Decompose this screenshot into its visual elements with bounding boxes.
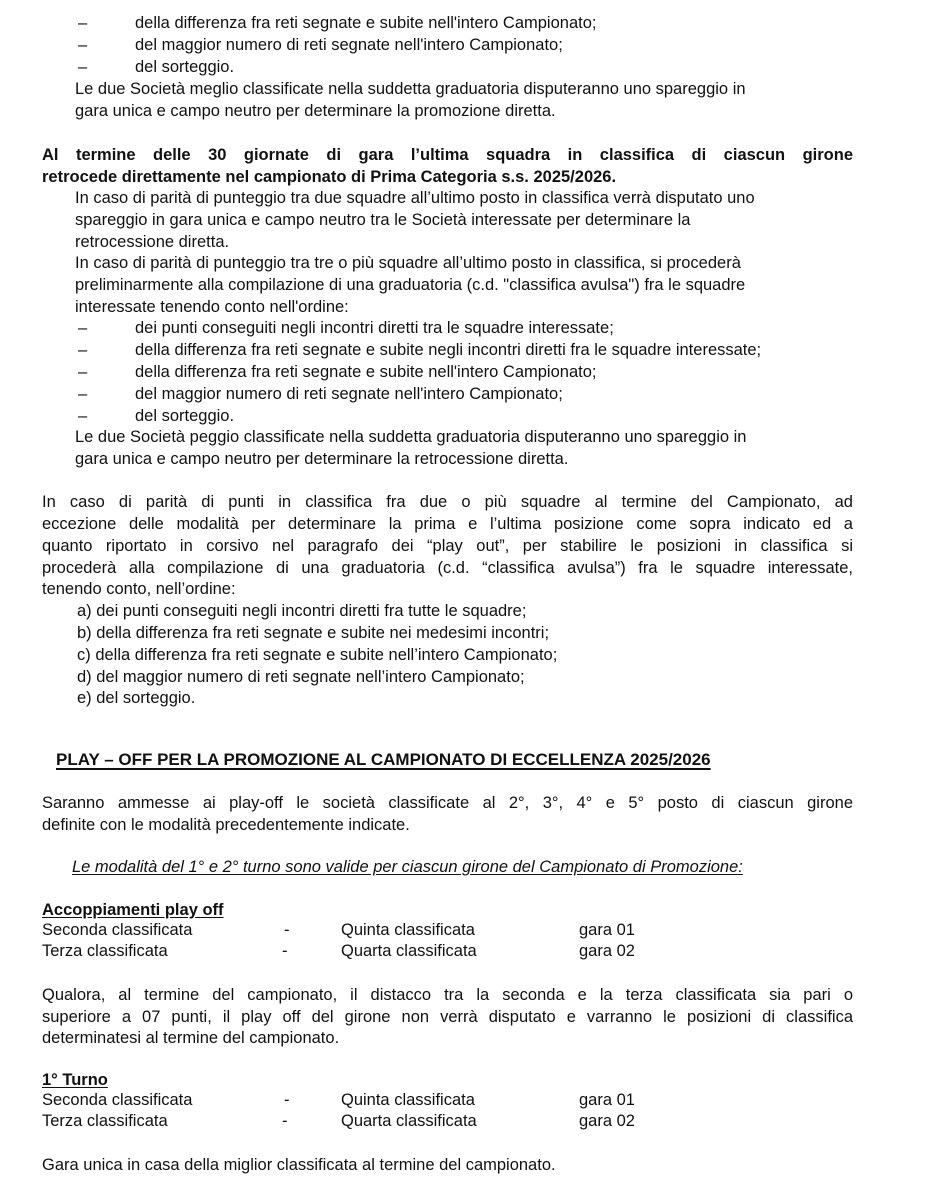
list-bullet: – bbox=[78, 363, 88, 381]
list-item: del maggior numero di reti segnate nell'intero Campionato; bbox=[135, 385, 563, 403]
paragraph-line: spareggio in gara unica e campo neutro tra le Società interessate per determinare la bbox=[75, 211, 691, 229]
paragraph-line: gara unica e campo neutro per determinare la promozione diretta. bbox=[75, 102, 556, 120]
list-bullet: – bbox=[78, 407, 88, 425]
list-bullet: – bbox=[78, 341, 88, 359]
section-heading: PLAY – OFF PER LA PROMOZIONE AL CAMPIONATO DI ECCELLENZA 2025/2026 bbox=[56, 750, 711, 769]
match-id: gara 01 bbox=[579, 921, 635, 939]
list-item: del maggior numero di reti segnate nell'intero Campionato; bbox=[135, 36, 563, 54]
match-id: gara 02 bbox=[579, 942, 635, 960]
criteria-item: d) del maggior numero di reti segnate nell’intero Campionato; bbox=[77, 668, 525, 686]
match-id: gara 02 bbox=[579, 1112, 635, 1130]
separator: - bbox=[282, 1112, 288, 1130]
list-item: della differenza fra reti segnate e subite nell'intero Campionato; bbox=[135, 14, 597, 32]
separator: - bbox=[284, 1091, 290, 1109]
list-bullet: – bbox=[78, 319, 88, 337]
paragraph-line: interessate tenendo conto nell'ordine: bbox=[75, 298, 349, 316]
home-team: Terza classificata bbox=[42, 1112, 168, 1130]
list-bullet: – bbox=[78, 385, 88, 403]
paragraph-line: superiore a 07 punti, il play off del girone non verrà disputato e varranno le posizioni di classifica bbox=[42, 1008, 853, 1026]
bold-paragraph-line: retrocede direttamente nel campionato di Prima Categoria s.s. 2025/2026. bbox=[42, 168, 617, 186]
criteria-item: a) dei punti conseguiti negli incontri diretti fra tutte le squadre; bbox=[77, 602, 527, 620]
away-team: Quarta classificata bbox=[341, 942, 477, 960]
list-item: del sorteggio. bbox=[135, 58, 235, 76]
paragraph-line: gara unica e campo neutro per determinare la retrocessione diretta. bbox=[75, 450, 569, 468]
paragraph-line: In caso di parità di punti in classifica fra due o più squadre al termine del Campionato, ad bbox=[42, 493, 853, 511]
paragraph-line: Saranno ammesse ai play-off le società classificate al 2°, 3°, 4° e 5° posto di ciascun girone bbox=[42, 794, 853, 812]
paragraph-line: Le due Società peggio classificate nella suddetta graduatoria disputeranno uno spareggio in bbox=[75, 428, 747, 446]
list-item: della differenza fra reti segnate e subite nell'intero Campionato; bbox=[135, 363, 597, 381]
away-team: Quarta classificata bbox=[341, 1112, 477, 1130]
away-team: Quinta classificata bbox=[341, 1091, 475, 1109]
list-bullet: – bbox=[78, 58, 88, 76]
list-item: dei punti conseguiti negli incontri diretti tra le squadre interessate; bbox=[135, 319, 614, 337]
criteria-item: c) della differenza fra reti segnate e subite nell’intero Campionato; bbox=[77, 646, 558, 664]
first-round-title: 1° Turno bbox=[42, 1071, 108, 1089]
match-id: gara 01 bbox=[579, 1091, 635, 1109]
list-bullet: – bbox=[78, 36, 88, 54]
paragraph-line: preliminarmente alla compilazione di una graduatoria (c.d. "classifica avulsa") fra le squadre bbox=[75, 276, 746, 294]
paragraph-line: procederà alla compilazione di una graduatoria (c.d. “classifica avulsa”) fra le squadre interessate, bbox=[42, 559, 853, 577]
criteria-item: b) della differenza fra reti segnate e subite nei medesimi incontri; bbox=[77, 624, 550, 642]
paragraph-line: Le due Società meglio classificate nella suddetta graduatoria disputeranno uno spareggio in bbox=[75, 80, 746, 98]
list-item: della differenza fra reti segnate e subite negli incontri diretti fra le squadre interessate; bbox=[135, 341, 762, 359]
away-team: Quinta classificata bbox=[341, 921, 475, 939]
list-item: del sorteggio. bbox=[135, 407, 235, 425]
paragraph-line: tenendo conto, nell’ordine: bbox=[42, 580, 236, 598]
paragraph-line: In caso di parità di punteggio tra due squadre all’ultimo posto in classifica verrà disputato uno bbox=[75, 189, 755, 207]
paragraph-line: quanto riportato in corsivo nel paragrafo dei “play out”, per stabilire le posizioni in classifica si bbox=[42, 537, 853, 555]
separator: - bbox=[284, 921, 290, 939]
italic-note: Le modalità del 1° e 2° turno sono valide per ciascun girone del Campionato di Promozione: bbox=[72, 858, 743, 876]
bold-paragraph-line: Al termine delle 30 giornate di gara l’ultima squadra in classifica di ciascun girone bbox=[42, 146, 853, 164]
criteria-item: e) del sorteggio. bbox=[77, 689, 196, 707]
paragraph-line: In caso di parità di punteggio tra tre o più squadre all’ultimo posto in classifica, si procederà bbox=[75, 254, 741, 272]
final-note: Gara unica in casa della miglior classificata al termine del campionato. bbox=[42, 1156, 556, 1174]
paragraph-line: Qualora, al termine del campionato, il distacco tra la seconda e la terza classificata sia pari o bbox=[42, 986, 853, 1004]
pairings-title: Accoppiamenti play off bbox=[42, 901, 224, 919]
paragraph-line: definite con le modalità precedentemente indicate. bbox=[42, 816, 410, 834]
home-team: Terza classificata bbox=[42, 942, 168, 960]
paragraph-line: determinatesi al termine del campionato. bbox=[42, 1029, 340, 1047]
home-team: Seconda classificata bbox=[42, 1091, 193, 1109]
paragraph-line: retrocessione diretta. bbox=[75, 233, 230, 251]
home-team: Seconda classificata bbox=[42, 921, 193, 939]
list-bullet: – bbox=[78, 14, 88, 32]
separator: - bbox=[282, 942, 288, 960]
paragraph-line: eccezione delle modalità per determinare la prima e l’ultima posizione come sopra indicato ed a bbox=[42, 515, 853, 533]
